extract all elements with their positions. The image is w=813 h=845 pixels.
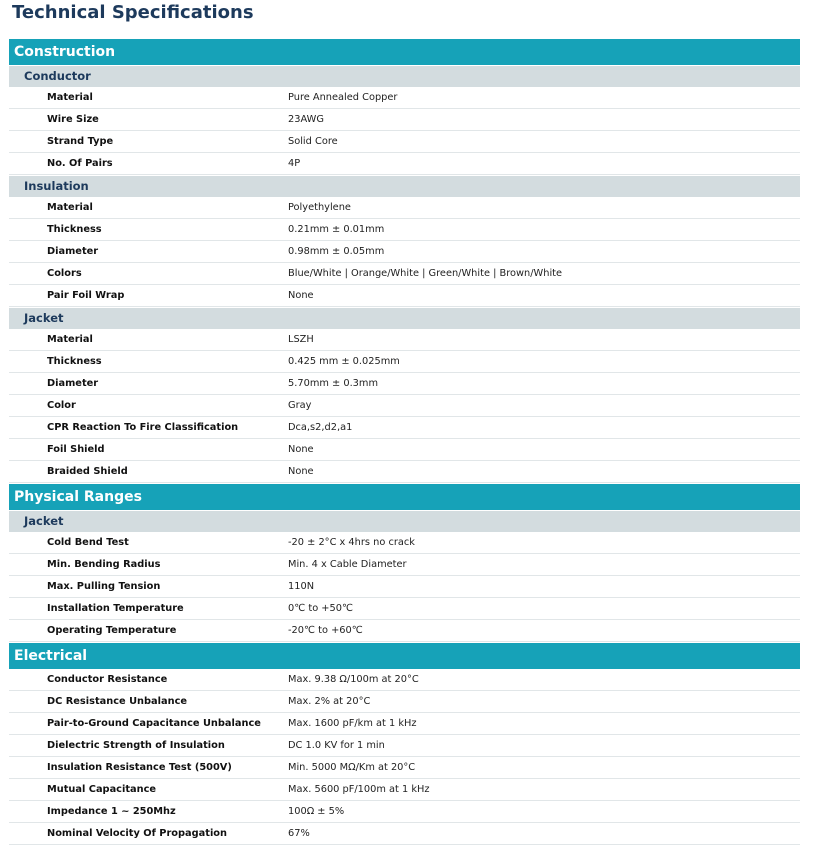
- spec-value: Solid Core: [288, 136, 338, 147]
- spec-row: [9, 351, 800, 373]
- spec-row: [9, 131, 800, 153]
- spec-row: [9, 620, 800, 642]
- spec-label: Wire Size: [47, 114, 99, 125]
- spec-value: 110N: [288, 581, 315, 592]
- spec-value: LSZH: [288, 334, 314, 345]
- spec-label: Min. Bending Radius: [47, 559, 161, 570]
- spec-value: 5.70mm ± 0.3mm: [288, 378, 379, 389]
- spec-value: 23AWG: [288, 114, 324, 125]
- spec-value: Min. 5000 MΩ/Km at 20°C: [288, 762, 416, 773]
- spec-row: [9, 197, 800, 219]
- spec-row: [9, 263, 800, 285]
- spec-label: Strand Type: [47, 136, 114, 147]
- spec-value: Min. 4 x Cable Diameter: [288, 559, 407, 570]
- spec-label: Operating Temperature: [47, 625, 177, 636]
- section-header-construction: Construction: [9, 38, 800, 65]
- spec-row: [9, 439, 800, 461]
- spec-row: [9, 241, 800, 263]
- spec-row: [9, 576, 800, 598]
- spec-label: Colors: [47, 268, 82, 279]
- spec-row: [9, 779, 800, 801]
- spec-value: Pure Annealed Copper: [288, 92, 398, 103]
- spec-label: Diameter: [47, 246, 99, 257]
- spec-label: Insulation Resistance Test (500V): [47, 762, 232, 773]
- section-header-physical-ranges: Physical Ranges: [9, 483, 800, 510]
- spec-label: Thickness: [47, 224, 102, 235]
- spec-row: [9, 669, 800, 691]
- spec-row: [9, 461, 800, 483]
- spec-value: -20 ± 2°C x 4hrs no crack: [288, 537, 415, 548]
- spec-label: Impedance 1 ~ 250Mhz: [47, 806, 176, 817]
- page-title: Technical Specifications: [12, 2, 254, 23]
- spec-value: -20℃ to +60℃: [288, 625, 363, 636]
- spec-value: DC 1.0 KV for 1 min: [288, 740, 385, 751]
- spec-row: [9, 801, 800, 823]
- sub-header-insulation: Insulation: [9, 175, 800, 197]
- spec-value: 0℃ to +50℃: [288, 603, 353, 614]
- spec-row: [9, 285, 800, 307]
- spec-label: Braided Shield: [47, 466, 128, 477]
- spec-row: [9, 87, 800, 109]
- spec-label: DC Resistance Unbalance: [47, 696, 188, 707]
- spec-label: Material: [47, 92, 93, 103]
- spec-label: Material: [47, 202, 93, 213]
- spec-label: Foil Shield: [47, 444, 105, 455]
- sub-header-jacket: Jacket: [9, 307, 800, 329]
- spec-value: 100Ω ± 5%: [288, 806, 345, 817]
- spec-label: Pair-to-Ground Capacitance Unbalance: [47, 718, 261, 729]
- spec-label: Cold Bend Test: [47, 537, 129, 548]
- spec-value: Max. 9.38 Ω/100m at 20°C: [288, 674, 419, 685]
- spec-label: Installation Temperature: [47, 603, 184, 614]
- spec-value: 0.98mm ± 0.05mm: [288, 246, 385, 257]
- spec-row: [9, 395, 800, 417]
- spec-value: 0.425 mm ± 0.025mm: [288, 356, 400, 367]
- spec-value: Max. 5600 pF/100m at 1 kHz: [288, 784, 430, 795]
- spec-row: [9, 735, 800, 757]
- spec-label: Max. Pulling Tension: [47, 581, 161, 592]
- spec-value: Max. 2% at 20°C: [288, 696, 371, 707]
- spec-label: Material: [47, 334, 93, 345]
- spec-value: None: [288, 290, 314, 301]
- spec-row: [9, 373, 800, 395]
- spec-label: Dielectric Strength of Insulation: [47, 740, 225, 751]
- section-header-electrical: Electrical: [9, 642, 800, 669]
- spec-label: Nominal Velocity Of Propagation: [47, 828, 228, 839]
- spec-value: 0.21mm ± 0.01mm: [288, 224, 385, 235]
- spec-row: [9, 598, 800, 620]
- spec-row: [9, 532, 800, 554]
- spec-label: CPR Reaction To Fire Classification: [47, 422, 239, 433]
- sub-header-jacket: Jacket: [9, 510, 800, 532]
- spec-value: 4P: [288, 158, 301, 169]
- spec-row: [9, 329, 800, 351]
- spec-label: Conductor Resistance: [47, 674, 168, 685]
- spec-label: Diameter: [47, 378, 99, 389]
- spec-row: [9, 219, 800, 241]
- spec-row: [9, 417, 800, 439]
- spec-value: Gray: [288, 400, 312, 411]
- spec-row: [9, 691, 800, 713]
- spec-label: Thickness: [47, 356, 102, 367]
- spec-label: No. Of Pairs: [47, 158, 113, 169]
- spec-value: None: [288, 466, 314, 477]
- spec-table: [9, 38, 800, 845]
- spec-value: None: [288, 444, 314, 455]
- spec-row: [9, 153, 800, 175]
- spec-row: [9, 713, 800, 735]
- sub-header-conductor: Conductor: [9, 65, 800, 87]
- spec-label: Mutual Capacitance: [47, 784, 157, 795]
- spec-row: [9, 109, 800, 131]
- spec-row: [9, 554, 800, 576]
- spec-row: [9, 757, 800, 779]
- spec-value: Dca,s2,d2,a1: [288, 422, 353, 433]
- spec-value: Max. 1600 pF/km at 1 kHz: [288, 718, 417, 729]
- spec-row: [9, 823, 800, 845]
- spec-value: Blue/White | Orange/White | Green/White | Brown/White: [288, 268, 563, 279]
- spec-value: 67%: [288, 828, 310, 839]
- spec-value: Polyethylene: [288, 202, 351, 213]
- spec-label: Color: [47, 400, 76, 411]
- spec-label: Pair Foil Wrap: [47, 290, 125, 301]
